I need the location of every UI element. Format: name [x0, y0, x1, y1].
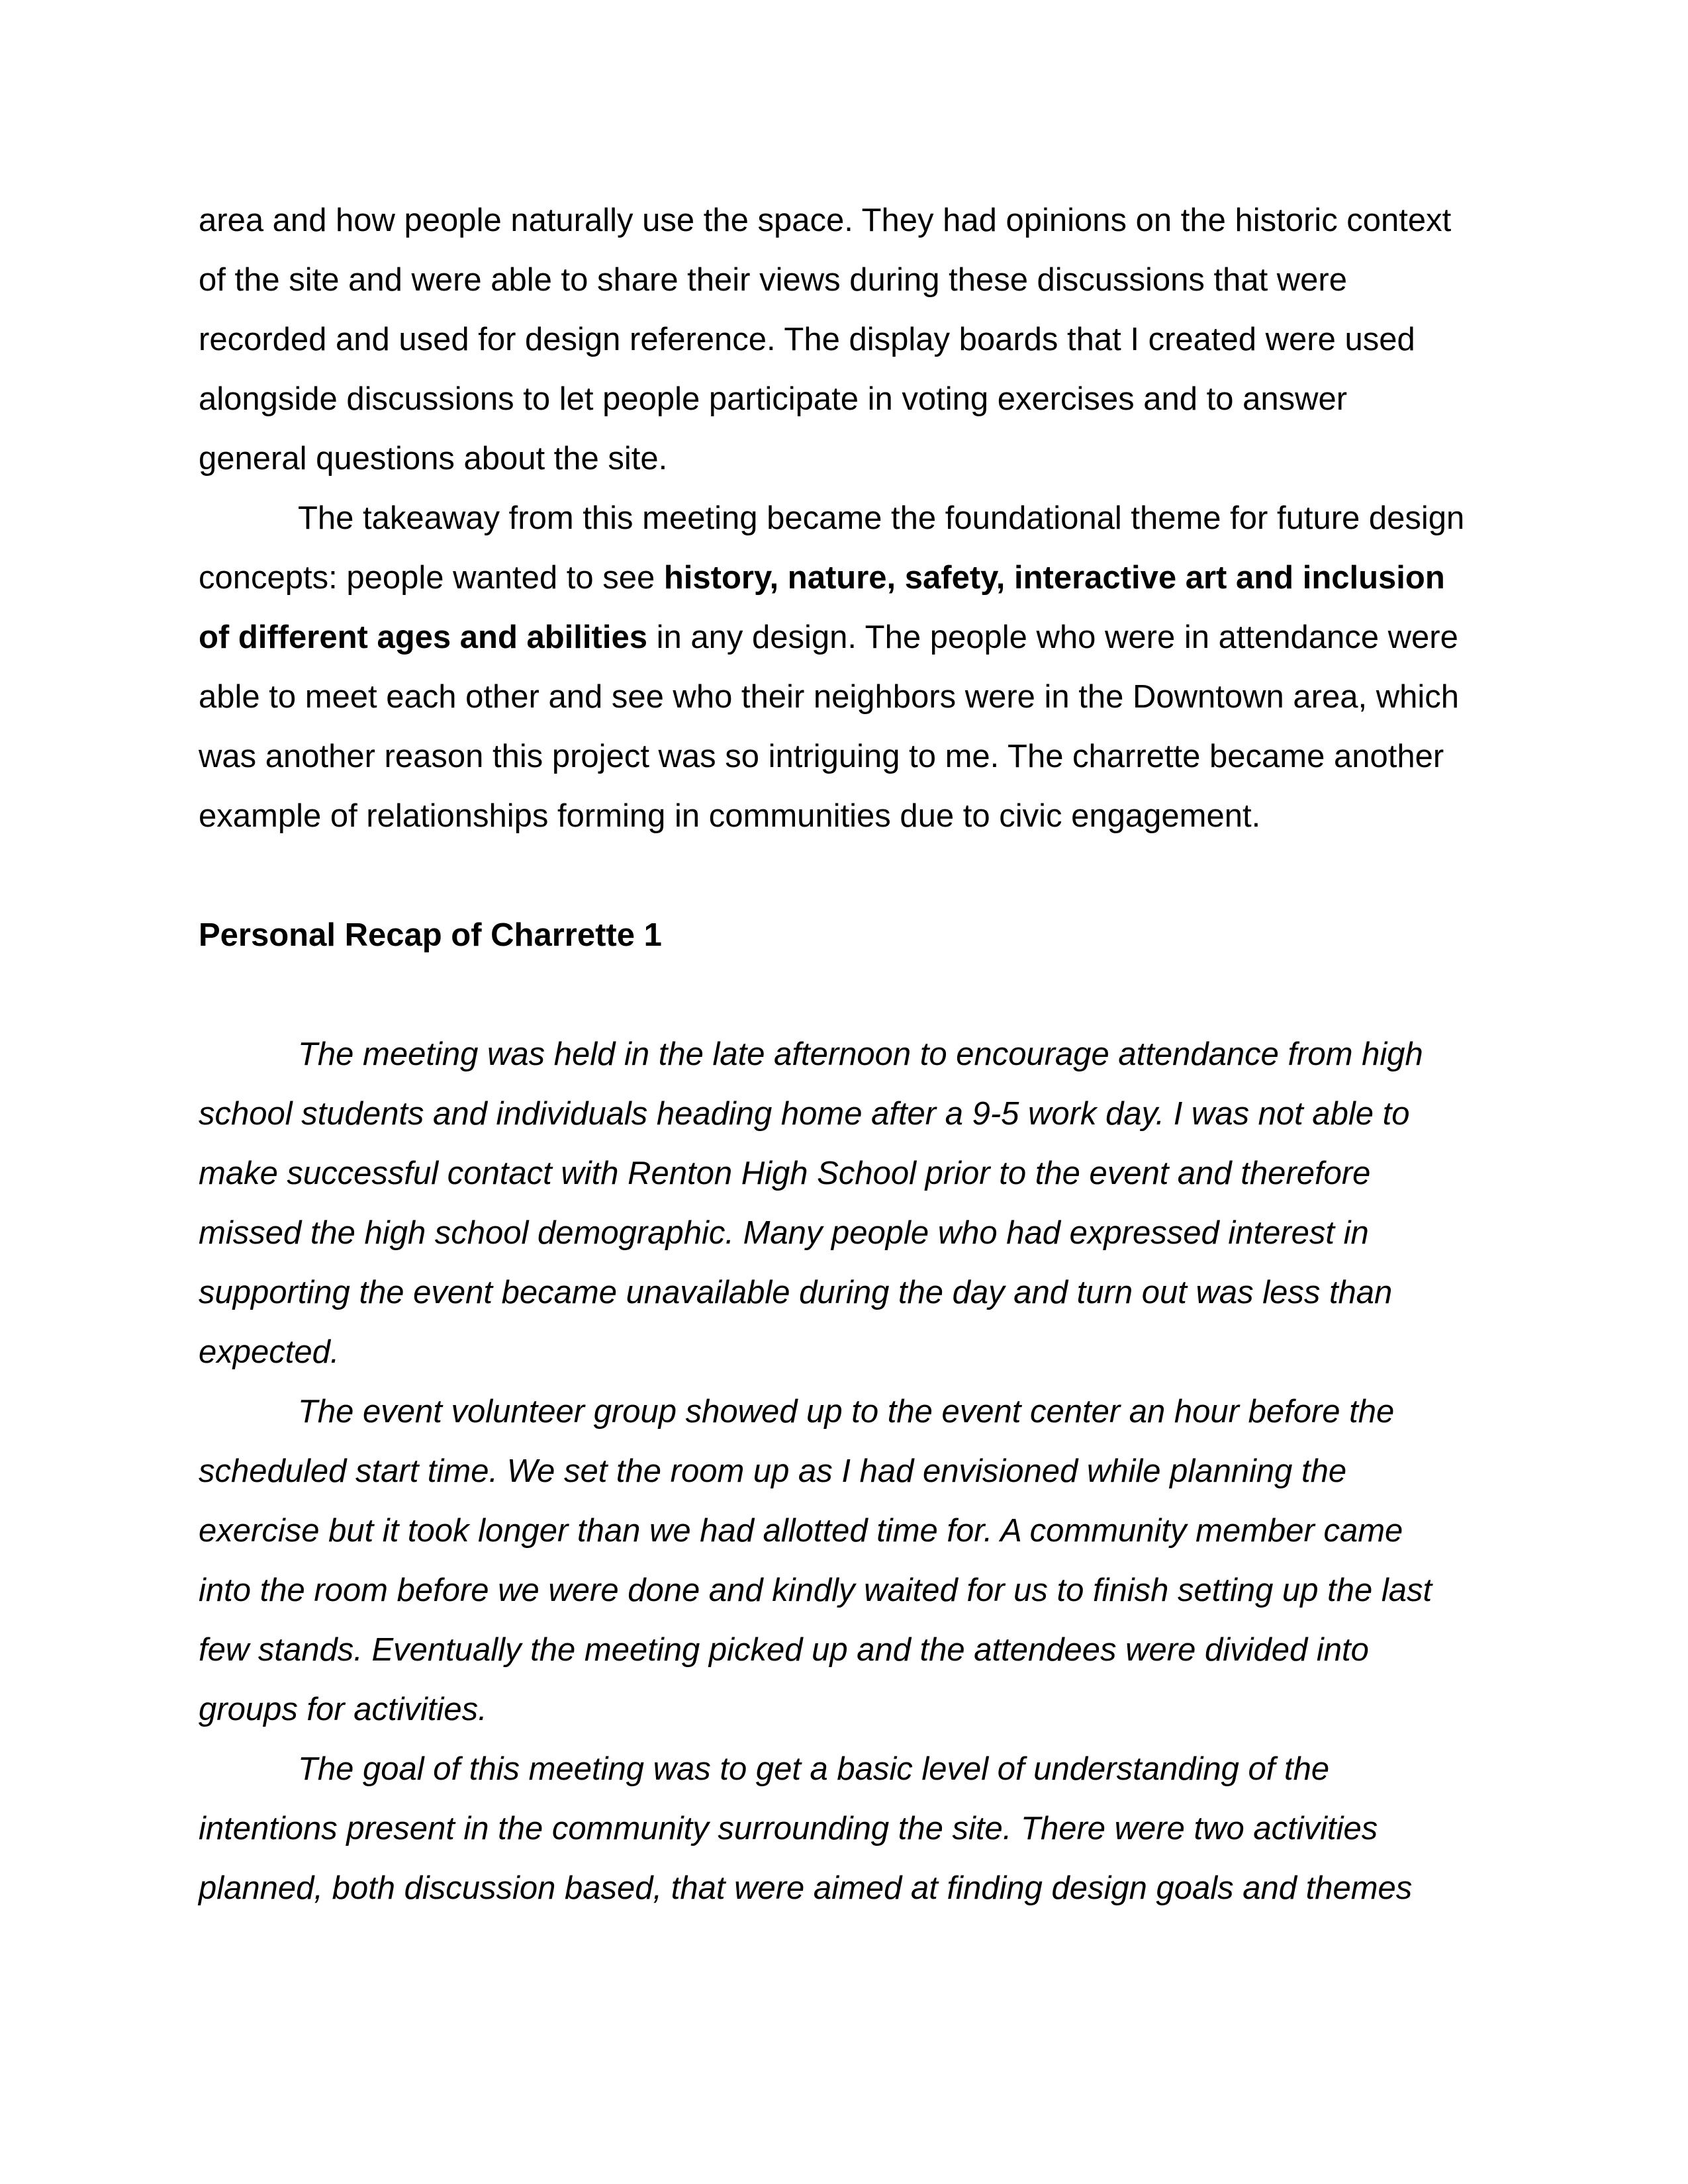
body-text: intentions present in the community surrounding the site. There were two activities — [199, 1811, 1378, 1846]
text-line — [199, 369, 1489, 429]
body-text: expected. — [199, 1334, 340, 1370]
body-text: alongside discussions to let people participate in voting exercises and to answer — [199, 381, 1348, 417]
body-text: was another reason this project was so intriguing to me. The charrette became another — [199, 739, 1444, 774]
body-text: example of relationships forming in communities due to civic engagement. — [199, 798, 1261, 834]
body-text: able to meet each other and see who their neighbors were in the Downtown area, which — [199, 679, 1459, 715]
body-text: exercise but it took longer than we had allotted time for. A community member came — [199, 1513, 1403, 1549]
text-line — [199, 1203, 1489, 1263]
document-content — [199, 191, 1489, 1918]
bold-text: of different ages and abilities — [199, 619, 647, 655]
text-line — [199, 310, 1489, 369]
body-text: into the room before we were done and kindly waited for us to finish setting up the last — [199, 1572, 1432, 1608]
text-line — [199, 1561, 1489, 1620]
body-text: The goal of this meeting was to get a basic level of understanding of the — [298, 1751, 1330, 1787]
body-text: The event volunteer group showed up to the event center an hour before the — [298, 1394, 1395, 1430]
body-text: groups for activities. — [199, 1692, 487, 1727]
blank-line — [199, 965, 1489, 1024]
text-line — [199, 1322, 1489, 1382]
text-line — [199, 1799, 1489, 1858]
body-text: concepts: people wanted to see — [199, 560, 664, 596]
body-text: general questions about the site. — [199, 441, 668, 477]
body-text: in any design. The people who were in attendance were — [647, 619, 1458, 655]
text-line — [199, 1382, 1489, 1441]
text-line — [199, 1858, 1489, 1918]
body-text: missed the high school demographic. Many people who had expressed interest in — [199, 1215, 1369, 1251]
section-heading: Personal Recap of Charrette 1 — [199, 917, 662, 953]
text-line — [199, 1144, 1489, 1203]
body-text: supporting the event became unavailable during the day and turn out was less than — [199, 1275, 1393, 1310]
text-line — [199, 1501, 1489, 1561]
body-text: of the site and were able to share their views during these discussions that were — [199, 262, 1348, 298]
body-text: area and how people naturally use the space. They had opinions on the historic context — [199, 203, 1452, 238]
bold-text: history, nature, safety, interactive art and inclusion — [663, 560, 1445, 596]
body-text: make successful contact with Renton High School prior to the event and therefore — [199, 1156, 1371, 1191]
body-text: The meeting was held in the late afternoon to encourage attendance from high — [298, 1036, 1423, 1072]
text-line — [199, 1620, 1489, 1680]
text-line — [199, 488, 1489, 548]
text-line — [199, 250, 1489, 310]
text-line — [199, 727, 1489, 786]
text-line — [199, 1739, 1489, 1799]
text-line — [199, 1024, 1489, 1084]
blank-line — [199, 846, 1489, 905]
text-line — [199, 548, 1489, 608]
body-text: The takeaway from this meeting became the foundational theme for future design — [298, 500, 1465, 536]
text-line — [199, 429, 1489, 488]
text-line — [199, 667, 1489, 727]
text-line — [199, 1680, 1489, 1739]
body-text: recorded and used for design reference. The display boards that I created were used — [199, 322, 1415, 357]
body-text: scheduled start time. We set the room up as I had envisioned while planning the — [199, 1453, 1347, 1489]
text-line — [199, 191, 1489, 250]
body-text: few stands. Eventually the meeting picked up and the attendees were divided into — [199, 1632, 1369, 1668]
body-text: planned, both discussion based, that were aimed at finding design goals and themes — [199, 1870, 1413, 1906]
text-line — [199, 1263, 1489, 1322]
text-line — [199, 608, 1489, 667]
text-line — [199, 1441, 1489, 1501]
body-text: school students and individuals heading home after a 9-5 work day. I was not able to — [199, 1096, 1410, 1132]
text-line — [199, 1084, 1489, 1144]
text-line — [199, 786, 1489, 846]
